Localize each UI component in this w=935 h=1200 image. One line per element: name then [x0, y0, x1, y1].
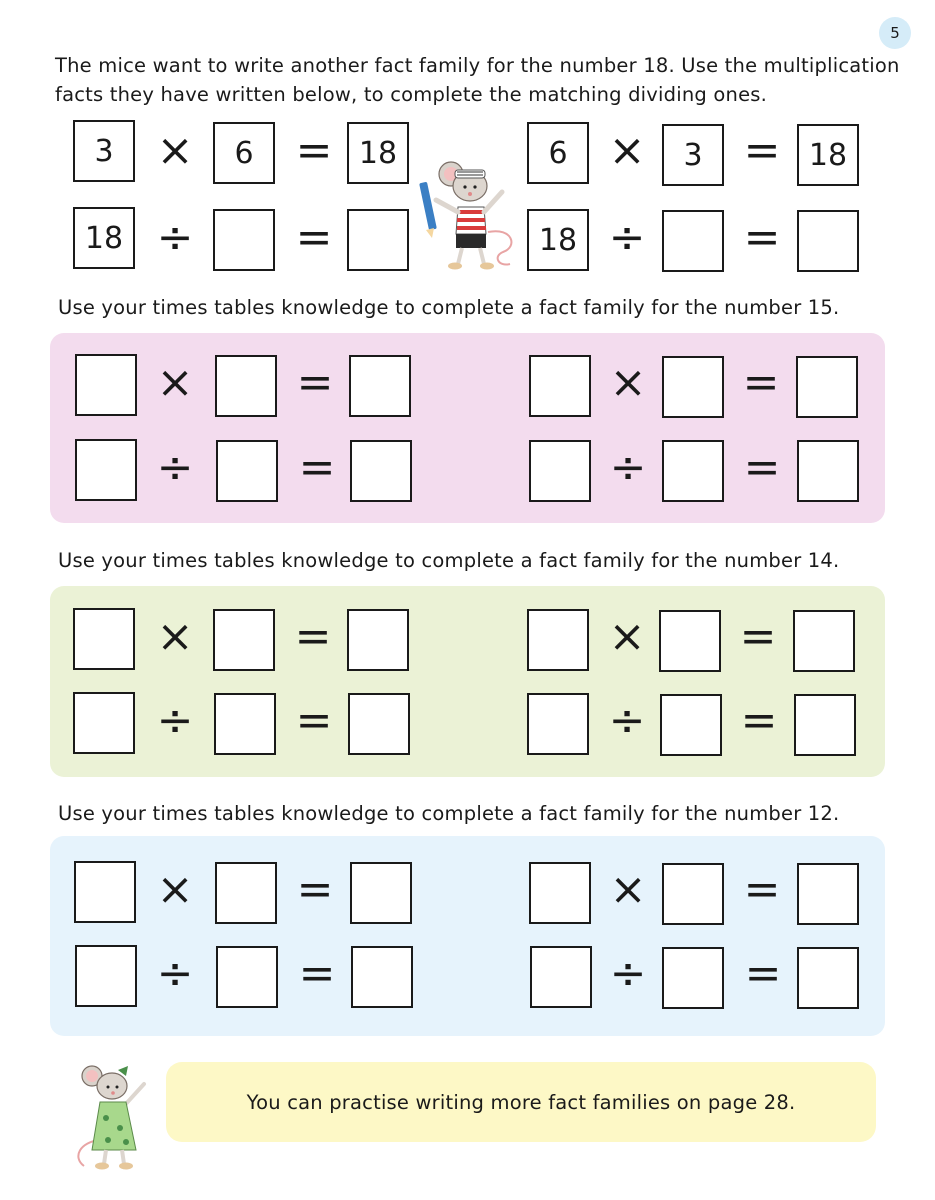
page-number-badge: 5: [879, 17, 911, 49]
equals-sign: =: [298, 948, 336, 999]
equals-sign: =: [743, 125, 781, 176]
answer-box[interactable]: [797, 210, 859, 272]
divide-sign: ÷: [156, 695, 194, 746]
equals-sign: =: [294, 611, 332, 662]
answer-box[interactable]: [214, 693, 276, 755]
answer-box[interactable]: [797, 947, 859, 1009]
answer-box[interactable]: [529, 440, 591, 502]
instruction-15: Use your times tables knowledge to complete a fact family for the number 15.: [58, 296, 840, 319]
answer-box[interactable]: [216, 440, 278, 502]
answer-box[interactable]: [350, 862, 412, 924]
answer-box[interactable]: 18: [73, 207, 135, 269]
answer-box[interactable]: [213, 209, 275, 271]
equals-sign: =: [743, 864, 781, 915]
divide-sign: ÷: [156, 212, 194, 263]
answer-box[interactable]: 6: [527, 122, 589, 184]
answer-box[interactable]: [662, 210, 724, 272]
answer-box[interactable]: [75, 439, 137, 501]
equals-sign: =: [739, 611, 777, 662]
answer-box[interactable]: 6: [213, 122, 275, 184]
tip-banner: [166, 1062, 876, 1142]
equals-sign: =: [743, 442, 781, 493]
answer-box[interactable]: 18: [797, 124, 859, 186]
equals-sign: =: [298, 442, 336, 493]
mouse-with-pencil-illustration: [418, 152, 528, 277]
answer-box[interactable]: [660, 694, 722, 756]
answer-box[interactable]: [347, 209, 409, 271]
instruction-14: Use your times tables knowledge to complete a fact family for the number 14.: [58, 549, 840, 572]
answer-box[interactable]: [794, 694, 856, 756]
answer-box[interactable]: [73, 692, 135, 754]
answer-box[interactable]: [797, 863, 859, 925]
answer-box[interactable]: [216, 946, 278, 1008]
divide-sign: ÷: [156, 442, 194, 493]
times-sign: ×: [608, 611, 646, 662]
answer-box[interactable]: [662, 947, 724, 1009]
answer-box[interactable]: 3: [73, 120, 135, 182]
answer-box[interactable]: [73, 608, 135, 670]
answer-box[interactable]: 3: [662, 124, 724, 186]
divide-sign: ÷: [608, 212, 646, 263]
answer-box[interactable]: [74, 861, 136, 923]
answer-box[interactable]: [659, 610, 721, 672]
answer-box[interactable]: [351, 946, 413, 1008]
answer-box[interactable]: [75, 945, 137, 1007]
times-sign: ×: [608, 125, 646, 176]
tip-text: You can practise writing more fact families on page 28.: [246, 1090, 796, 1114]
answer-box[interactable]: [213, 609, 275, 671]
equals-sign: =: [295, 125, 333, 176]
times-sign: ×: [156, 864, 194, 915]
divide-sign: ÷: [609, 948, 647, 999]
equals-sign: =: [740, 695, 778, 746]
answer-box[interactable]: [349, 355, 411, 417]
answer-box[interactable]: [797, 440, 859, 502]
mouse-pointing-illustration: [62, 1062, 162, 1174]
equals-sign: =: [296, 864, 334, 915]
equals-sign: =: [295, 695, 333, 746]
answer-box[interactable]: 18: [347, 122, 409, 184]
answer-box[interactable]: [662, 863, 724, 925]
equals-sign: =: [295, 212, 333, 263]
divide-sign: ÷: [156, 948, 194, 999]
answer-box[interactable]: [215, 355, 277, 417]
divide-sign: ÷: [609, 442, 647, 493]
times-sign: ×: [609, 357, 647, 408]
answer-box[interactable]: [527, 693, 589, 755]
divide-sign: ÷: [608, 695, 646, 746]
answer-box[interactable]: [215, 862, 277, 924]
equals-sign: =: [743, 212, 781, 263]
intro-text: The mice want to write another fact family for the number 18. Use the multiplication facts they have written below, to complete the matching dividing ones.: [55, 54, 900, 106]
answer-box[interactable]: [529, 355, 591, 417]
answer-box[interactable]: [347, 609, 409, 671]
answer-box[interactable]: [348, 693, 410, 755]
answer-box[interactable]: [662, 440, 724, 502]
times-sign: ×: [156, 125, 194, 176]
equals-sign: =: [742, 357, 780, 408]
answer-box[interactable]: [793, 610, 855, 672]
answer-box[interactable]: [530, 946, 592, 1008]
answer-box[interactable]: [529, 862, 591, 924]
answer-box[interactable]: 18: [527, 209, 589, 271]
answer-box[interactable]: [350, 440, 412, 502]
answer-box[interactable]: [796, 356, 858, 418]
answer-box[interactable]: [527, 609, 589, 671]
equals-sign: =: [296, 357, 334, 408]
instruction-12: Use your times tables knowledge to complete a fact family for the number 12.: [58, 802, 840, 825]
answer-box[interactable]: [75, 354, 137, 416]
answer-box[interactable]: [662, 356, 724, 418]
times-sign: ×: [609, 864, 647, 915]
times-sign: ×: [156, 611, 194, 662]
times-sign: ×: [156, 357, 194, 408]
equals-sign: =: [744, 948, 782, 999]
